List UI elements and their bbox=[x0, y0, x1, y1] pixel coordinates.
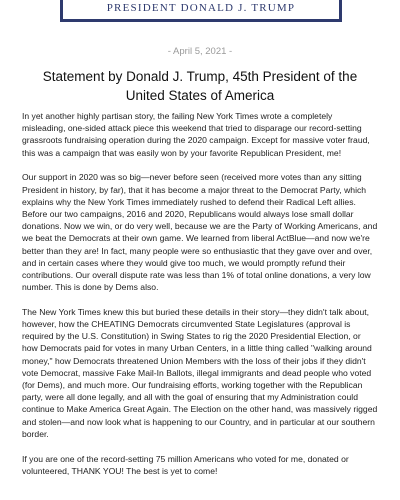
paragraph-1: In yet another highly partisan story, the failing New York Times wrote a completely misleading, one-sided attack piece this weekend that tried to disparage our record-setting grassroots fundraising operation during the 2020 campaign. Except for massive voter fraud, this was a campaign that was easily won by your favorite Republican President, me! bbox=[22, 111, 370, 158]
statement-title: Statement by Donald J. Trump, 45th President of the United States of America bbox=[42, 69, 358, 103]
paragraph-3: The New York Times knew this but buried these details in their story—they didn't talk about, however, how the CHEATING Democrats circumvented State Legislatures (approval is required by the U.S. Constitution) in Swing States to rig the 2020 Presidential Election, or how Democrats paid for votes in many Urban Centers, in a little thing called "walking around money," how Democrats threatened Union Members with the loss of their jobs if they didn't vote Democrat, massive Fake Mail-In Ballots, illegal immigrants and dead people who voted (for Dems), and much more. Our fundraising efforts, working together with the Republican party, were all done legally, and all with the goal of ensuring that my Administration could continue to Make America Great Again. The Election on the other hand, was massively rigged and stolen—and now look what is happening to our Country, and in particular at our southern border. bbox=[22, 306, 378, 439]
statement-date: - April 5, 2021 - bbox=[167, 46, 233, 57]
paragraph-2: Our support in 2020 was so big—never before seen (received more votes than any sitting President in history, by far), that it has become a major threat to the Democrat Party, which explains why the New York Times immediately rushed to defend their Radical Left allies. Before our two campaigns, 2016 and 2020, Republicans would always lose small dollar donations. Now we win, or do very well, because we are the Party of Working Americans, and we beat the Democrats at their own game. We learned from liberal ActBlue—and now we're better than they are! In fact, many people were so enthusiastic that they gave over and over, and in certain cases where they would give too much, we would promptly refund their contributions. Our overall dispute rate was less than 1% of total online donations, a very low number. This is done by Dems also. bbox=[22, 172, 378, 293]
letterhead-banner bbox=[60, 0, 342, 22]
paragraph-4: If you are one of the record-setting 75 million Americans who voted for me, donated or volunteered, THANK YOU! The best is yet to come! bbox=[22, 453, 349, 476]
statement-body bbox=[22, 110, 378, 489]
letterhead-text: PRESIDENT DONALD J. TRUMP bbox=[106, 2, 296, 14]
